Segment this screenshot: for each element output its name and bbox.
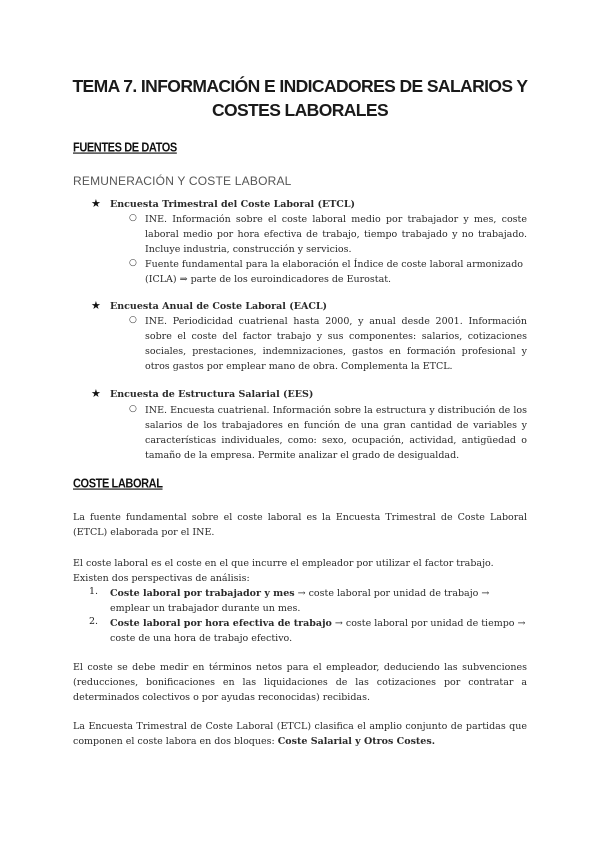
paragraph-definicion-coste: El coste laboral es el coste en el que incurre el empleador por utilizar el factor trabajo. Existen dos perspectivas de análisis: xyxy=(73,558,494,584)
item-ees-bullet-1: INE. Encuesta cuatrienal. Información sobre la estructura y distribución de los salarios de los trabajadores en función de una gran cantidad de variables y características individuales, como: sexo, ocupación, actividad, antigüedad o tamaño de la empresa. Permite analizar el grado de desigualdad. xyxy=(145,405,527,461)
page-title xyxy=(60,74,540,122)
item-eacl-bullet-1: INE. Periodicidad cuatrienal hasta 2000, y anual desde 2001. Información sobre el coste del factor trabajo y sus componentes: salarios, cotizaciones sociales, prestaciones, indemnizaciones, gastos en formación profesional y otros gastos por emplear mano de obra. Complementa la ETCL. xyxy=(145,316,527,372)
title-line-1: TEMA 7. INFORMACIÓN E INDICADORES DE SALARIOS Y xyxy=(72,76,528,96)
item-etcl-bullet-2: Fuente fundamental para la elaboración el Índice de coste laboral armonizado (ICLA) ⇒ parte de los euroindicadores de Eurostat. xyxy=(145,259,523,285)
paragraph-bold-bloques: Coste Salarial y Otros Costes. xyxy=(277,736,436,747)
paragraph-clasificacion-etcl xyxy=(73,719,527,749)
paragraph-fuente-fundamental: La fuente fundamental sobre el coste laboral es la Encuesta Trimestral de Coste Laboral (ETCL) elaborada por el INE. xyxy=(73,512,527,538)
section-heading-coste-laboral: COSTE LABORAL xyxy=(73,477,163,491)
title-line-2: COSTES LABORALES xyxy=(211,100,389,120)
paragraph-text: La Encuesta Trimestral de Coste Laboral (ETCL) clasifica el amplio conjunto de partidas que componen el coste labora en dos bloques: xyxy=(73,721,527,747)
item-title-ees: Encuesta de Estructura Salarial (EES) xyxy=(110,389,314,400)
circle-bullet-icon: ○ xyxy=(129,404,137,414)
list-item-hora-efectiva xyxy=(110,616,530,646)
list-number: 2. xyxy=(89,616,99,627)
list-item-trabajador-mes xyxy=(110,586,530,616)
subheading-remuneracion: REMUNERACIÓN Y COSTE LABORAL xyxy=(73,174,292,188)
star-bullet-icon: ★ xyxy=(91,387,101,400)
list-item-text: → coste laboral por unidad de tiempo → coste de una hora de trabajo efectivo. xyxy=(110,618,526,644)
list-number: 1. xyxy=(89,586,99,597)
list-item-bold: Coste laboral por trabajador y mes xyxy=(110,588,295,599)
circle-bullet-icon: ○ xyxy=(129,258,137,268)
list-item-bold: Coste laboral por hora efectiva de trabajo xyxy=(110,618,332,629)
paragraph-terminos-netos: El coste se debe medir en términos netos para el empleador, deduciendo las subvenciones (reducciones, bonificaciones en las liquidaciones de las cotizaciones por contratar a determinados colectivos o por ayudas reconocidas) recibidas. xyxy=(73,662,527,703)
star-bullet-icon: ★ xyxy=(91,197,101,210)
star-bullet-icon: ★ xyxy=(91,299,101,312)
section-heading-fuentes: FUENTES DE DATOS xyxy=(73,141,177,155)
item-etcl-bullet-1: INE. Información sobre el coste laboral medio por trabajador y mes, coste laboral medio por hora efectiva de trabajo, tiempo trabajado y no trabajado. Incluye industria, construcción y servicios. xyxy=(145,214,527,255)
item-title-eacl: Encuesta Anual de Coste Laboral (EACL) xyxy=(110,301,328,312)
list-item-text: → coste laboral por unidad de trabajo → emplear un trabajador durante un mes. xyxy=(110,588,490,614)
item-title-etcl: Encuesta Trimestral del Coste Laboral (ETCL) xyxy=(110,199,356,210)
circle-bullet-icon: ○ xyxy=(129,213,137,223)
circle-bullet-icon: ○ xyxy=(129,315,137,325)
